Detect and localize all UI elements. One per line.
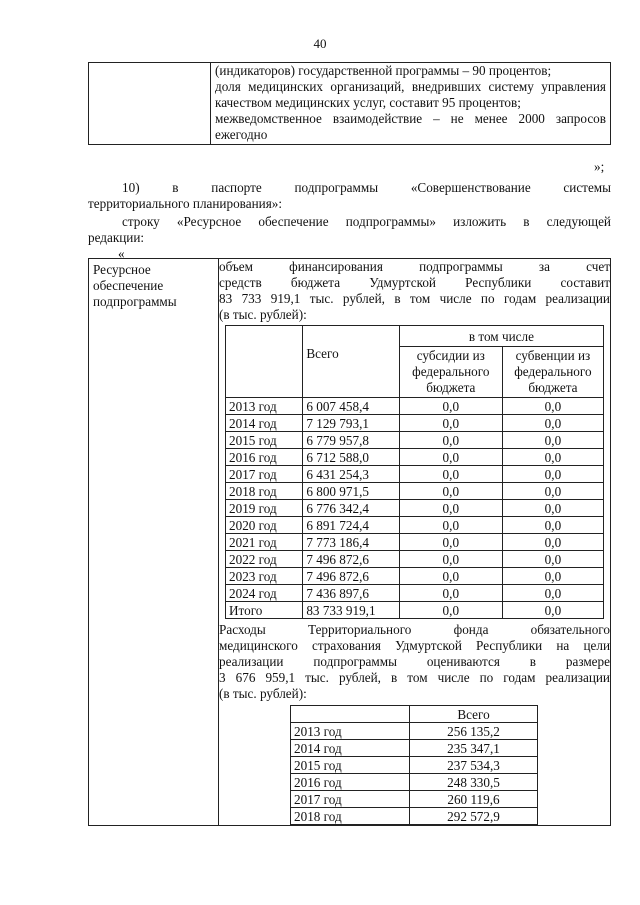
- table-row: [291, 791, 538, 808]
- table-row: [226, 517, 604, 534]
- year-cell: 2020 год: [226, 517, 303, 534]
- subventions-cell: 0,0: [502, 551, 603, 568]
- tfoms-line: Расходы Территориального фонда обязательного: [219, 622, 610, 637]
- total-cell: 7 773 186,4: [303, 534, 399, 551]
- table-row: [226, 568, 604, 585]
- subventions-cell: 0,0: [502, 483, 603, 500]
- total-cell: 6 800 971,5: [303, 483, 399, 500]
- subsidies-cell: 0,0: [399, 398, 502, 415]
- subventions-cell: 0,0: [502, 466, 603, 483]
- total-cell: 292 572,9: [410, 808, 538, 825]
- intro-line: 83 733 919,1 тыс. рублей, в том числе по годам реализации: [219, 291, 610, 306]
- year-cell: 2022 год: [226, 551, 303, 568]
- subventions-cell: 0,0: [502, 500, 603, 517]
- opening-quote: «: [118, 246, 125, 261]
- resource-label-cell: [89, 259, 219, 826]
- table-row: [226, 551, 604, 568]
- subsidies-cell: 0,0: [399, 585, 502, 602]
- subsidies-cell: 0,0: [399, 534, 502, 551]
- instruction-line: редакции:: [88, 230, 145, 245]
- budget-by-year-table: [225, 325, 604, 619]
- year-cell: 2024 год: [226, 585, 303, 602]
- subventions-cell: 0,0: [502, 568, 603, 585]
- total-cell: 260 119,6: [410, 791, 538, 808]
- tfoms-by-year-table: [290, 705, 538, 825]
- subsidies-cell: 0,0: [399, 602, 502, 619]
- table-row: [226, 534, 604, 551]
- intro-line: средств бюджета Удмуртской Республики составит: [219, 275, 610, 290]
- year-cell: 2014 год: [226, 415, 303, 432]
- subventions-cell: 0,0: [502, 432, 603, 449]
- subventions-cell: 0,0: [502, 585, 603, 602]
- year-cell: 2018 год: [226, 483, 303, 500]
- item-line: 10) в паспорте подпрограммы «Совершенствование системы: [122, 180, 611, 195]
- intro-line: объем финансирования подпрограммы за счет: [219, 259, 610, 274]
- resource-label-line: Ресурсное: [93, 262, 151, 277]
- subventions-cell: 0,0: [502, 602, 603, 619]
- subventions-cell: 0,0: [502, 415, 603, 432]
- table-row: [226, 483, 604, 500]
- subventions-cell: 0,0: [502, 398, 603, 415]
- table-row: [226, 466, 604, 483]
- subsidies-cell: 0,0: [399, 449, 502, 466]
- subsidies-cell: 0,0: [399, 517, 502, 534]
- table-row: [226, 415, 604, 432]
- instruction-paragraph: [88, 214, 611, 246]
- table1-subsidies-header: субсидии из федерального бюджета: [399, 347, 502, 398]
- year-cell: 2018 год: [291, 808, 410, 825]
- total-cell: 235 347,1: [410, 740, 538, 757]
- total-cell: 7 436 897,6: [303, 585, 399, 602]
- subsidies-cell: 0,0: [399, 568, 502, 585]
- table-row: [226, 585, 604, 602]
- total-cell: 256 135,2: [410, 723, 538, 740]
- subventions-cell: 0,0: [502, 449, 603, 466]
- total-cell: 83 733 919,1: [303, 602, 399, 619]
- table1-total-header: Всего: [303, 326, 399, 398]
- top-fragment-text-cell: [211, 63, 611, 145]
- total-cell: 237 534,3: [410, 757, 538, 774]
- year-cell: 2015 год: [291, 757, 410, 774]
- resource-table: [88, 258, 611, 826]
- table-row: [226, 500, 604, 517]
- year-cell: 2019 год: [226, 500, 303, 517]
- top-fragment-line: (индикаторов) государственной программы – 90 процентов;: [215, 63, 552, 78]
- table1-group-header: в том числе: [399, 326, 603, 347]
- intro-line: (в тыс. рублей):: [219, 307, 307, 322]
- total-cell: 248 330,5: [410, 774, 538, 791]
- tfoms-line: 3 676 959,1 тыс. рублей, в том числе по годам реализации: [219, 670, 610, 685]
- subventions-cell: 0,0: [502, 534, 603, 551]
- table-row: [291, 740, 538, 757]
- table-row: [226, 398, 604, 415]
- table-row: [291, 808, 538, 825]
- year-cell: 2017 год: [291, 791, 410, 808]
- year-cell: 2014 год: [291, 740, 410, 757]
- top-fragment-table: [88, 62, 611, 145]
- table2-total-header: Всего: [410, 706, 538, 723]
- item-line: территориального планирования»:: [88, 196, 283, 211]
- closing-quote: »;: [594, 159, 605, 174]
- subventions-cell: 0,0: [502, 517, 603, 534]
- year-cell: 2023 год: [226, 568, 303, 585]
- tfoms-line: медицинского страхования Удмуртской Республики на цели: [219, 638, 610, 653]
- total-cell: 6 007 458,4: [303, 398, 399, 415]
- year-cell: 2013 год: [291, 723, 410, 740]
- top-fragment-line: доля медицинских организаций, внедривших систему управления качеством медицинских услуг, составит 95 процентов;: [215, 79, 606, 110]
- subsidies-cell: 0,0: [399, 466, 502, 483]
- table-row: [226, 602, 604, 619]
- tfoms-line: реализации подпрограммы оцениваются в размере: [219, 654, 610, 669]
- table2-year-header: [291, 706, 410, 723]
- subsidies-cell: 0,0: [399, 551, 502, 568]
- top-fragment-empty-cell: [89, 63, 211, 145]
- table1-subventions-header: субвенции из федерального бюджета: [502, 347, 603, 398]
- year-cell: 2021 год: [226, 534, 303, 551]
- resource-content-cell: [219, 259, 611, 826]
- table-row: [291, 757, 538, 774]
- table1-year-header: [226, 326, 303, 398]
- table-row: [226, 432, 604, 449]
- total-cell: 7 496 872,6: [303, 551, 399, 568]
- instruction-line: строку «Ресурсное обеспечение подпрограммы» изложить в следующей: [122, 214, 611, 229]
- item-paragraph: [88, 180, 611, 212]
- table-row: [291, 723, 538, 740]
- table-row: [226, 449, 604, 466]
- table2-body: [291, 723, 538, 825]
- total-cell: 7 129 793,1: [303, 415, 399, 432]
- subsidies-cell: 0,0: [399, 415, 502, 432]
- table1-body: [226, 398, 604, 619]
- resource-label-line: обеспечение: [93, 278, 164, 293]
- total-cell: 6 712 588,0: [303, 449, 399, 466]
- total-cell: 6 779 957,8: [303, 432, 399, 449]
- total-cell: 7 496 872,6: [303, 568, 399, 585]
- subsidies-cell: 0,0: [399, 432, 502, 449]
- year-cell: 2015 год: [226, 432, 303, 449]
- year-cell: Итого: [226, 602, 303, 619]
- total-cell: 6 891 724,4: [303, 517, 399, 534]
- subsidies-cell: 0,0: [399, 500, 502, 517]
- table-row: [291, 774, 538, 791]
- total-cell: 6 776 342,4: [303, 500, 399, 517]
- resource-label-line: подпрограммы: [93, 294, 177, 309]
- year-cell: 2017 год: [226, 466, 303, 483]
- page-number: 40: [313, 36, 327, 51]
- tfoms-line: (в тыс. рублей):: [219, 686, 307, 701]
- year-cell: 2016 год: [226, 449, 303, 466]
- total-cell: 6 431 254,3: [303, 466, 399, 483]
- year-cell: 2013 год: [226, 398, 303, 415]
- top-fragment-line: межведомственное взаимодействие – не менее 2000 запросов ежегодно: [215, 111, 606, 142]
- subsidies-cell: 0,0: [399, 483, 502, 500]
- year-cell: 2016 год: [291, 774, 410, 791]
